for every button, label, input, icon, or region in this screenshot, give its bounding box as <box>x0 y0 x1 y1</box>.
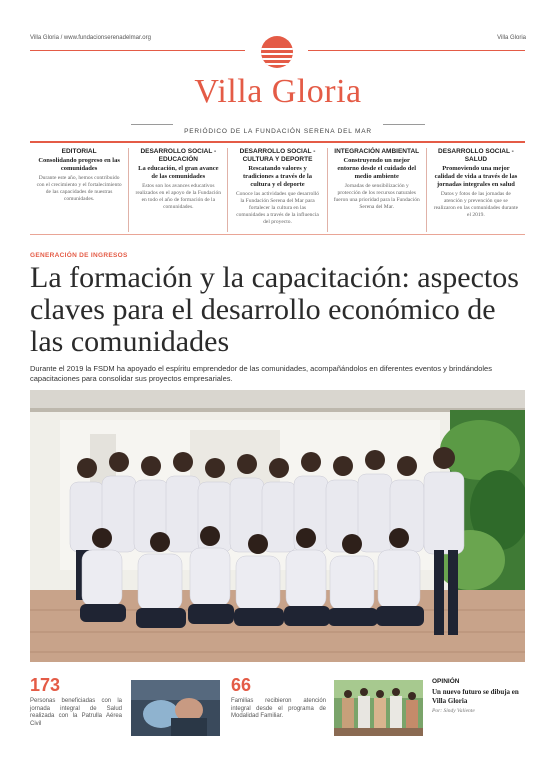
section-heading: DESARROLLO SOCIAL - CULTURA Y DEPORTE <box>239 148 316 163</box>
section-body: Datos y fotos de las jornadas de atención y prevención que se realizaron en las comunidades durante el 2019. <box>433 191 519 218</box>
section-heading: EDITORIAL <box>61 148 97 155</box>
opinion-column[interactable] <box>432 678 525 714</box>
section-editorial[interactable] <box>30 148 128 232</box>
top-divider-left <box>30 50 245 51</box>
group-photo <box>30 390 525 662</box>
section-heading: INTEGRACIÓN AMBIENTAL <box>334 148 420 155</box>
stat-number: 173 <box>30 675 61 695</box>
section-lead: Consolidando progreso en las comunidades <box>38 157 120 172</box>
section-heading: DESARROLLO SOCIAL - SALUD <box>438 148 514 163</box>
section-body: Conoce las actividades que desarrolló la Fundación Serena del Mar para fortalecer la cultura en las comunidades a través de la influencia del proyecto. <box>235 191 320 225</box>
section-cultura-deporte[interactable] <box>227 148 326 232</box>
article-kicker: GENERACIÓN DE INGRESOS <box>30 252 128 259</box>
masthead-subtitle: PERIÓDICO DE LA FUNDACIÓN SERENA DEL MAR <box>184 128 372 135</box>
stat-description: Familias recibieron atención integral desde el programa de Modalidad Familiar. <box>231 698 326 719</box>
stat-number: 66 <box>231 675 252 695</box>
section-body: Durante este año, hemos contribuido con el crecimiento y el fortalecimiento de las capacidades de nuestras comunidades. <box>36 175 122 202</box>
sunset-logo-icon <box>259 34 295 70</box>
families-thumbnail <box>334 680 423 736</box>
section-educacion[interactable] <box>128 148 227 232</box>
section-body: Estos son los avances educativos realizados en el apoyo de la Fundación en todo el año de formación de la comunidades. <box>135 183 222 210</box>
health-thumbnail <box>131 680 220 736</box>
section-integracion-ambiental[interactable] <box>327 148 426 232</box>
section-salud[interactable] <box>426 148 525 232</box>
sections-top-rule <box>30 141 525 143</box>
article-lede: Durante el 2019 la FSDM ha apoyado el espíritu emprendedor de las comunidades, acompañándolos en diferentes eventos y brindándoles capacitaciones para consolidar sus proyectos empresariales. <box>30 364 492 383</box>
sections-index <box>30 148 525 232</box>
opinion-title[interactable]: Un nuevo futuro se dibuja en Villa Gloria <box>432 688 519 705</box>
section-lead: Construyendo un mejor entorno desde el cuidado del medio ambiente <box>337 157 417 180</box>
stat-health <box>30 676 122 728</box>
stat-description: Personas beneficiadas con la jornada integral de Salud realizada con la Patrulla Aérea Civil <box>30 698 122 727</box>
section-body: Jornadas de sensibilización y protección de los recursos naturales fueron una prioridad para la Fundación Serena del Mar. <box>333 183 420 210</box>
section-lead: Promoviendo una mejor calidad de vida a través de las jornadas integrales en salud <box>434 165 518 188</box>
masthead-title: Villa Gloria <box>194 73 362 110</box>
header-right-label: Villa Gloria <box>497 35 526 41</box>
section-heading: DESARROLLO SOCIAL - EDUCACIÓN <box>140 148 217 163</box>
opinion-byline: Por: Sindy Valiente <box>432 708 475 714</box>
opinion-label: OPINIÓN <box>432 678 460 685</box>
article-headline[interactable]: La formación y la capacitación: aspectos claves para el desarrollo económico de las comunidades <box>30 261 519 358</box>
section-lead: Rescatando valores y tradiciones a través de la cultura y el deporte <box>243 165 312 188</box>
site-url: Villa Gloria / www.fundacionserenadelmar.org <box>30 35 151 41</box>
sections-bottom-rule <box>30 234 525 235</box>
top-divider-right <box>308 50 525 51</box>
section-lead: La educación, el gran avance de las comunidades <box>138 165 219 180</box>
stat-families <box>231 676 326 721</box>
